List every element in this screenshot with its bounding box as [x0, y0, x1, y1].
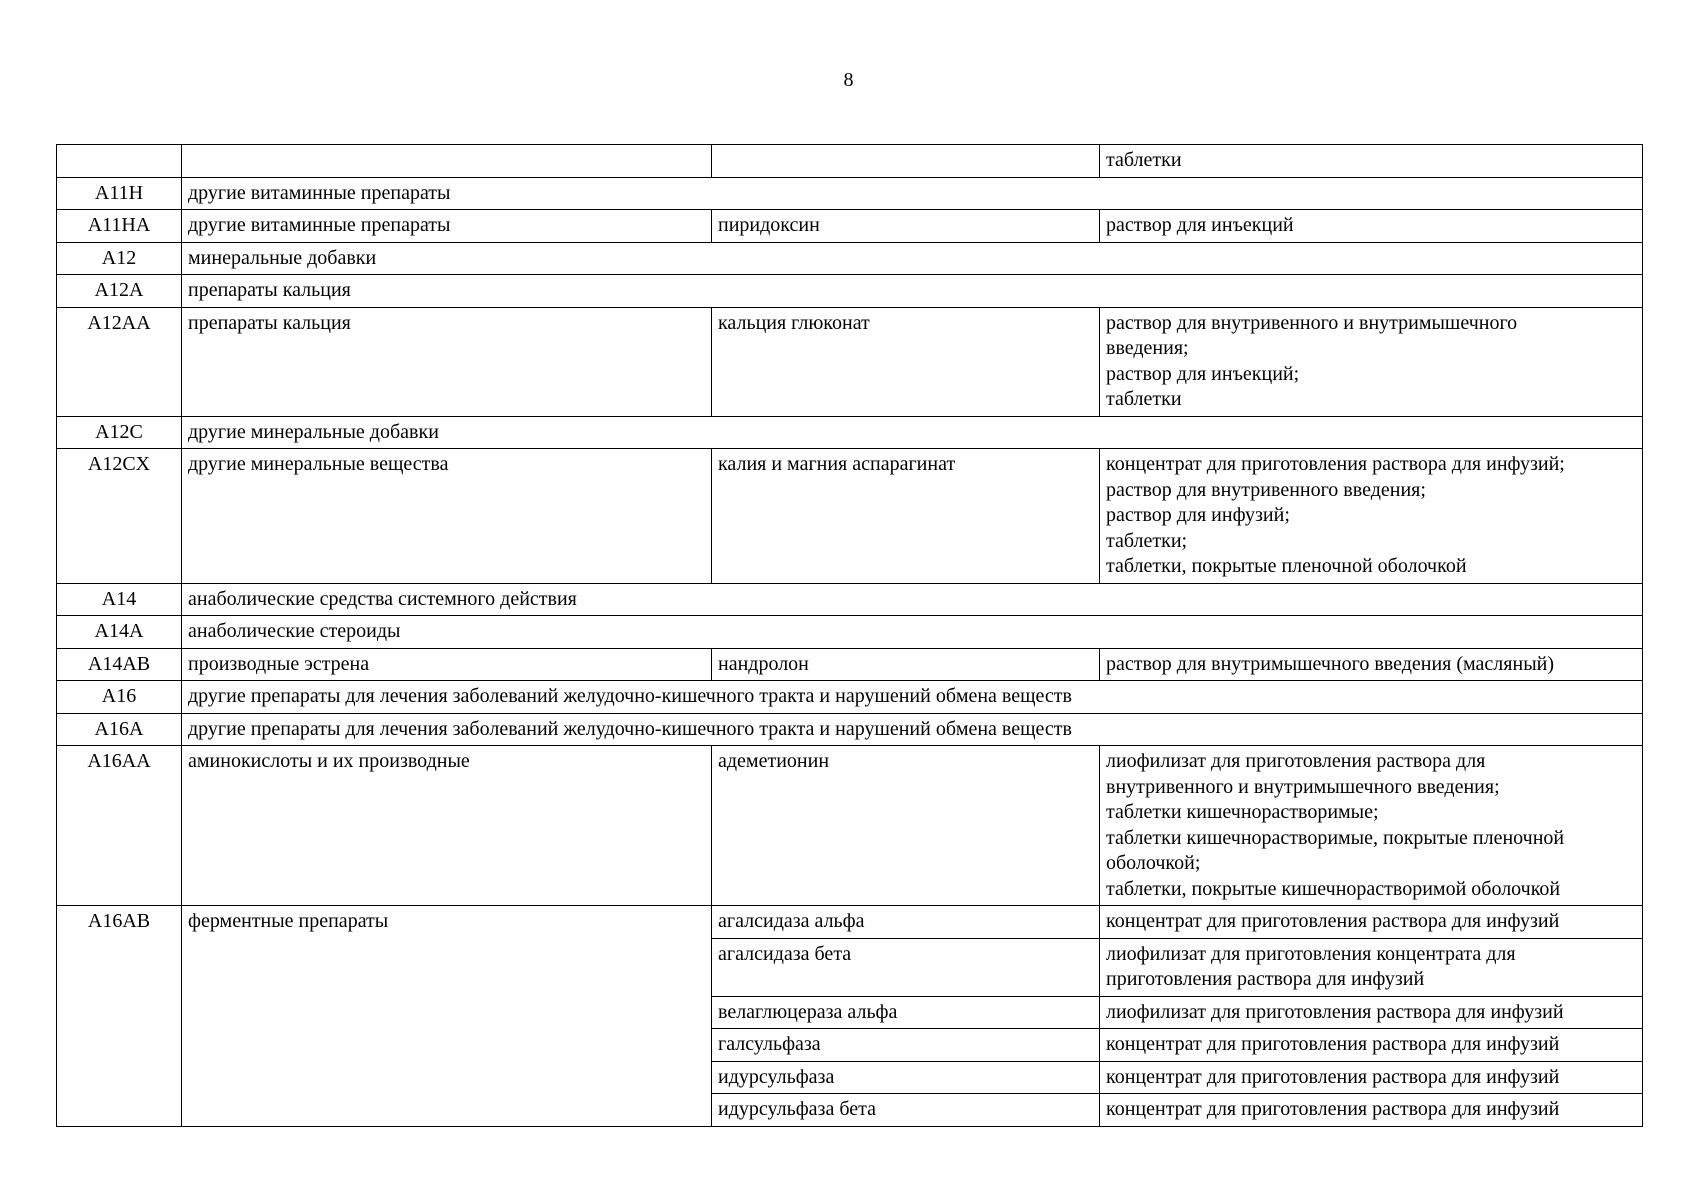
atc-code-cell: A16A — [57, 713, 182, 746]
drug-name-cell: галсульфаза — [712, 1029, 1100, 1062]
dosage-form-cell: концентрат для приготовления раствора для инфузий — [1100, 1061, 1643, 1094]
table-row — [57, 242, 1643, 275]
atc-code-cell: A16AB — [57, 906, 182, 1127]
table-row — [57, 648, 1643, 681]
drug-name-cell: идурсульфаза бета — [712, 1094, 1100, 1127]
dosage-form-cell: лиофилизат для приготовления концентрата для приготовления раствора для инфузий — [1100, 938, 1643, 996]
drug-name-cell: велаглюцераза альфа — [712, 996, 1100, 1029]
table-row — [57, 713, 1643, 746]
group-name-cell — [182, 145, 712, 178]
table-row — [57, 906, 1643, 939]
table-row — [57, 416, 1643, 449]
group-name-cell: анаболические средства системного действия — [182, 583, 1643, 616]
atc-code-cell: A12CX — [57, 449, 182, 584]
atc-code-cell: A16AA — [57, 746, 182, 906]
atc-code-cell: A12A — [57, 275, 182, 308]
table-row — [57, 177, 1643, 210]
page-number: 8 — [843, 69, 854, 91]
table-row — [57, 210, 1643, 243]
group-name-cell: аминокислоты и их производные — [182, 746, 712, 906]
atc-code-cell: A14A — [57, 616, 182, 649]
group-name-cell: другие витаминные препараты — [182, 177, 1643, 210]
table-row — [57, 583, 1643, 616]
table-row — [57, 449, 1643, 584]
atc-code-cell: A12 — [57, 242, 182, 275]
drug-name-cell: адеметионин — [712, 746, 1100, 906]
group-name-cell: минеральные добавки — [182, 242, 1643, 275]
table-row — [57, 681, 1643, 714]
drug-name-cell: идурсульфаза — [712, 1061, 1100, 1094]
group-name-cell: другие минеральные вещества — [182, 449, 712, 584]
dosage-form-cell: раствор для внутримышечного введения (масляный) — [1100, 648, 1643, 681]
atc-code-cell: A11HA — [57, 210, 182, 243]
drug-name-cell — [712, 145, 1100, 178]
table-row — [57, 746, 1643, 906]
atc-code-cell: A14 — [57, 583, 182, 616]
atc-code-cell: A12AA — [57, 307, 182, 416]
group-name-cell: другие препараты для лечения заболеваний желудочно-кишечного тракта и нарушений обмена веществ — [182, 681, 1643, 714]
table-body — [57, 145, 1643, 1127]
group-name-cell: ферментные препараты — [182, 906, 712, 1127]
dosage-form-cell: лиофилизат для приготовления раствора для внутривенного и внутримышечного введения; таблетки кишечнорастворимые; таблетки кишечнорастворимые, покрытые пленочной оболочкой; таблетки, покрытые кишечнорастворимой оболочкой — [1100, 746, 1643, 906]
table-row — [57, 275, 1643, 308]
drug-name-cell: кальция глюконат — [712, 307, 1100, 416]
dosage-form-cell: раствор для инъекций — [1100, 210, 1643, 243]
group-name-cell: препараты кальция — [182, 307, 712, 416]
atc-code-cell — [57, 145, 182, 178]
atc-code-cell: A12C — [57, 416, 182, 449]
group-name-cell: другие минеральные добавки — [182, 416, 1643, 449]
group-name-cell: препараты кальция — [182, 275, 1643, 308]
table-row — [57, 307, 1643, 416]
dosage-form-cell: таблетки — [1100, 145, 1643, 178]
dosage-form-cell: концентрат для приготовления раствора для инфузий; раствор для внутривенного введения; раствор для инфузий; таблетки; таблетки, покрытые пленочной оболочкой — [1100, 449, 1643, 584]
drug-name-cell: агалсидаза бета — [712, 938, 1100, 996]
drug-name-cell: нандролон — [712, 648, 1100, 681]
dosage-form-cell: концентрат для приготовления раствора для инфузий — [1100, 906, 1643, 939]
dosage-form-cell: концентрат для приготовления раствора для инфузий — [1100, 1029, 1643, 1062]
dosage-form-cell: лиофилизат для приготовления раствора для инфузий — [1100, 996, 1643, 1029]
drug-name-cell: пиридоксин — [712, 210, 1100, 243]
group-name-cell: анаболические стероиды — [182, 616, 1643, 649]
group-name-cell: другие витаминные препараты — [182, 210, 712, 243]
atc-code-cell: A14AB — [57, 648, 182, 681]
group-name-cell: другие препараты для лечения заболеваний желудочно-кишечного тракта и нарушений обмена веществ — [182, 713, 1643, 746]
drug-table — [56, 144, 1643, 1127]
dosage-form-cell: раствор для внутривенного и внутримышечного введения; раствор для инъекций; таблетки — [1100, 307, 1643, 416]
drug-name-cell: агалсидаза альфа — [712, 906, 1100, 939]
atc-code-cell: A16 — [57, 681, 182, 714]
group-name-cell: производные эстрена — [182, 648, 712, 681]
dosage-form-cell: концентрат для приготовления раствора для инфузий — [1100, 1094, 1643, 1127]
table-row — [57, 145, 1643, 178]
table-row — [57, 616, 1643, 649]
drug-name-cell: калия и магния аспарагинат — [712, 449, 1100, 584]
atc-code-cell: A11H — [57, 177, 182, 210]
